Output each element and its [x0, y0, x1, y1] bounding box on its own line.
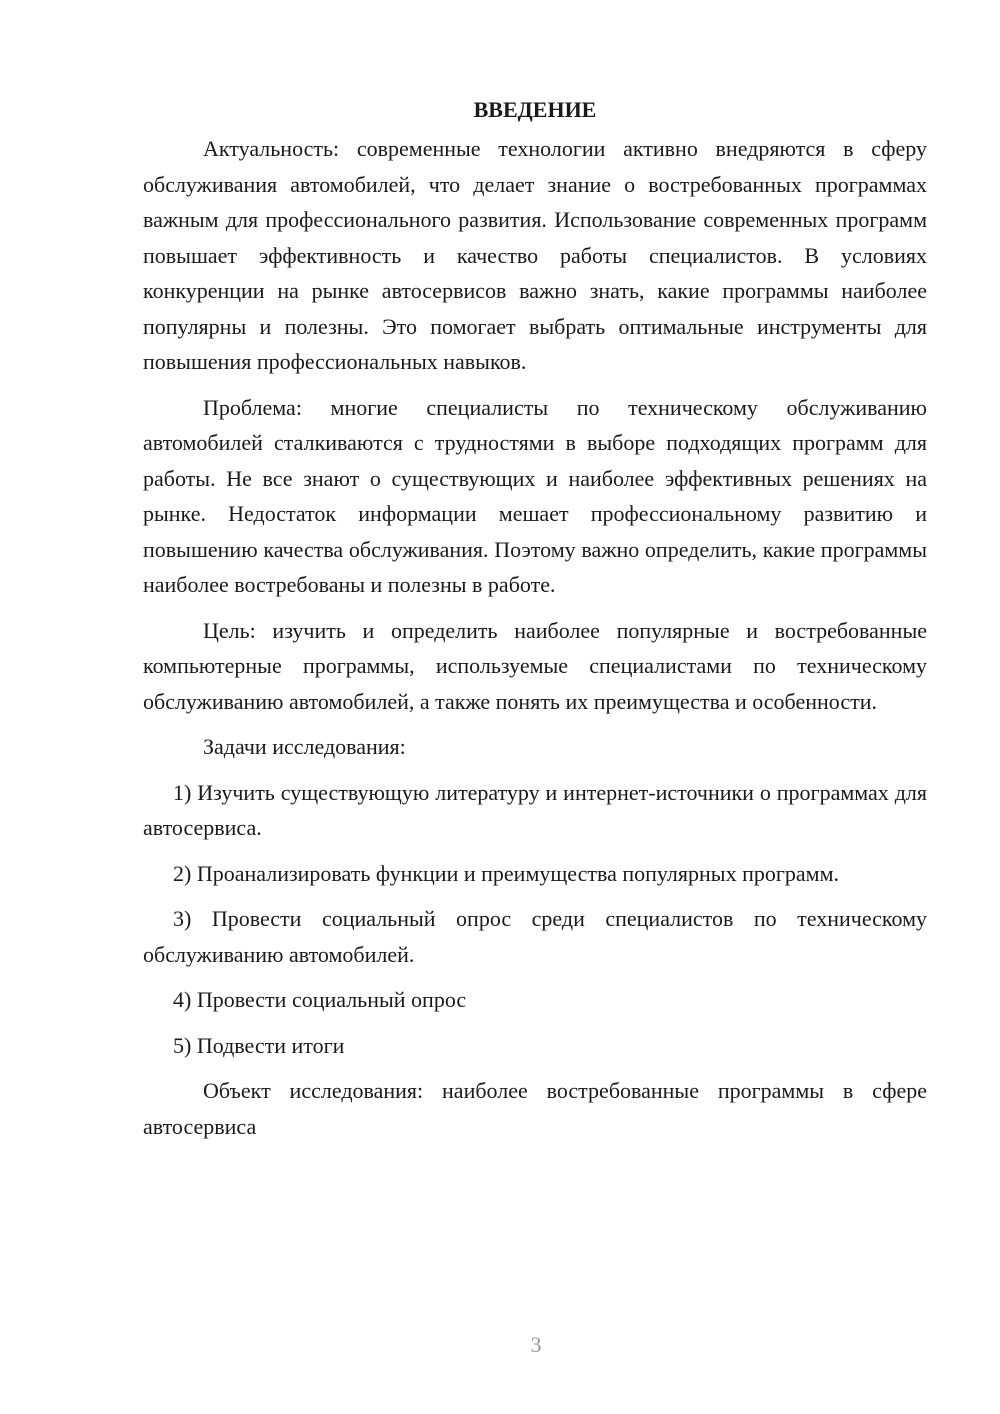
tasks-heading: Задачи исследования:: [203, 734, 406, 759]
section-heading: ВВЕДЕНИЕ: [473, 97, 597, 122]
page-number: 3: [530, 1332, 542, 1357]
task-item: 5) Подвести итоги: [173, 1032, 345, 1058]
object-paragraph: Объект исследования: наиболее востребованные программы в сфере автосервиса: [143, 1078, 927, 1139]
document-page: [143, 92, 927, 1154]
task-item: 2) Проанализировать функции и преимущества популярных программ.: [173, 860, 839, 886]
problem-paragraph: Проблема: многие специалисты по техническому обслуживанию автомобилей сталкиваются с трудностями в выборе подходящих программ для работы. Не все знают о существующих и наиболее эффективных решениях на рынке. Недостаток информации мешает профессиональному развитию и повышению качества обслуживания. Поэтому важно определить, какие программы наиболее востребованы и полезны в работе.: [143, 394, 927, 597]
task-item: 1) Изучить существующую литературу и интернет-источники о программах для автосервиса.: [143, 779, 927, 840]
goal-paragraph: Цель: изучить и определить наиболее популярные и востребованные компьютерные программы, используемые специалистами по техническому обслуживанию автомобилей, а также понять их преимущества и особенности.: [143, 617, 927, 714]
task-item: 4) Провести социальный опрос: [173, 987, 467, 1012]
relevance-paragraph: Актуальность: современные технологии активно внедряются в сферу обслуживания автомобилей, что делает знание о востребованных программах важным для профессионального развития. Использование современных программ повышает эффективность и качество работы специалистов. В условиях конкуренции на рынке автосервисов важно знать, какие программы наиболее популярны и полезны. Это помогает выбрать оптимальные инструменты для повышения профессиональных навыков.: [143, 136, 927, 374]
task-item: 3) Провести социальный опрос среди специалистов по техническому обслуживанию автомобилей.: [143, 906, 927, 967]
